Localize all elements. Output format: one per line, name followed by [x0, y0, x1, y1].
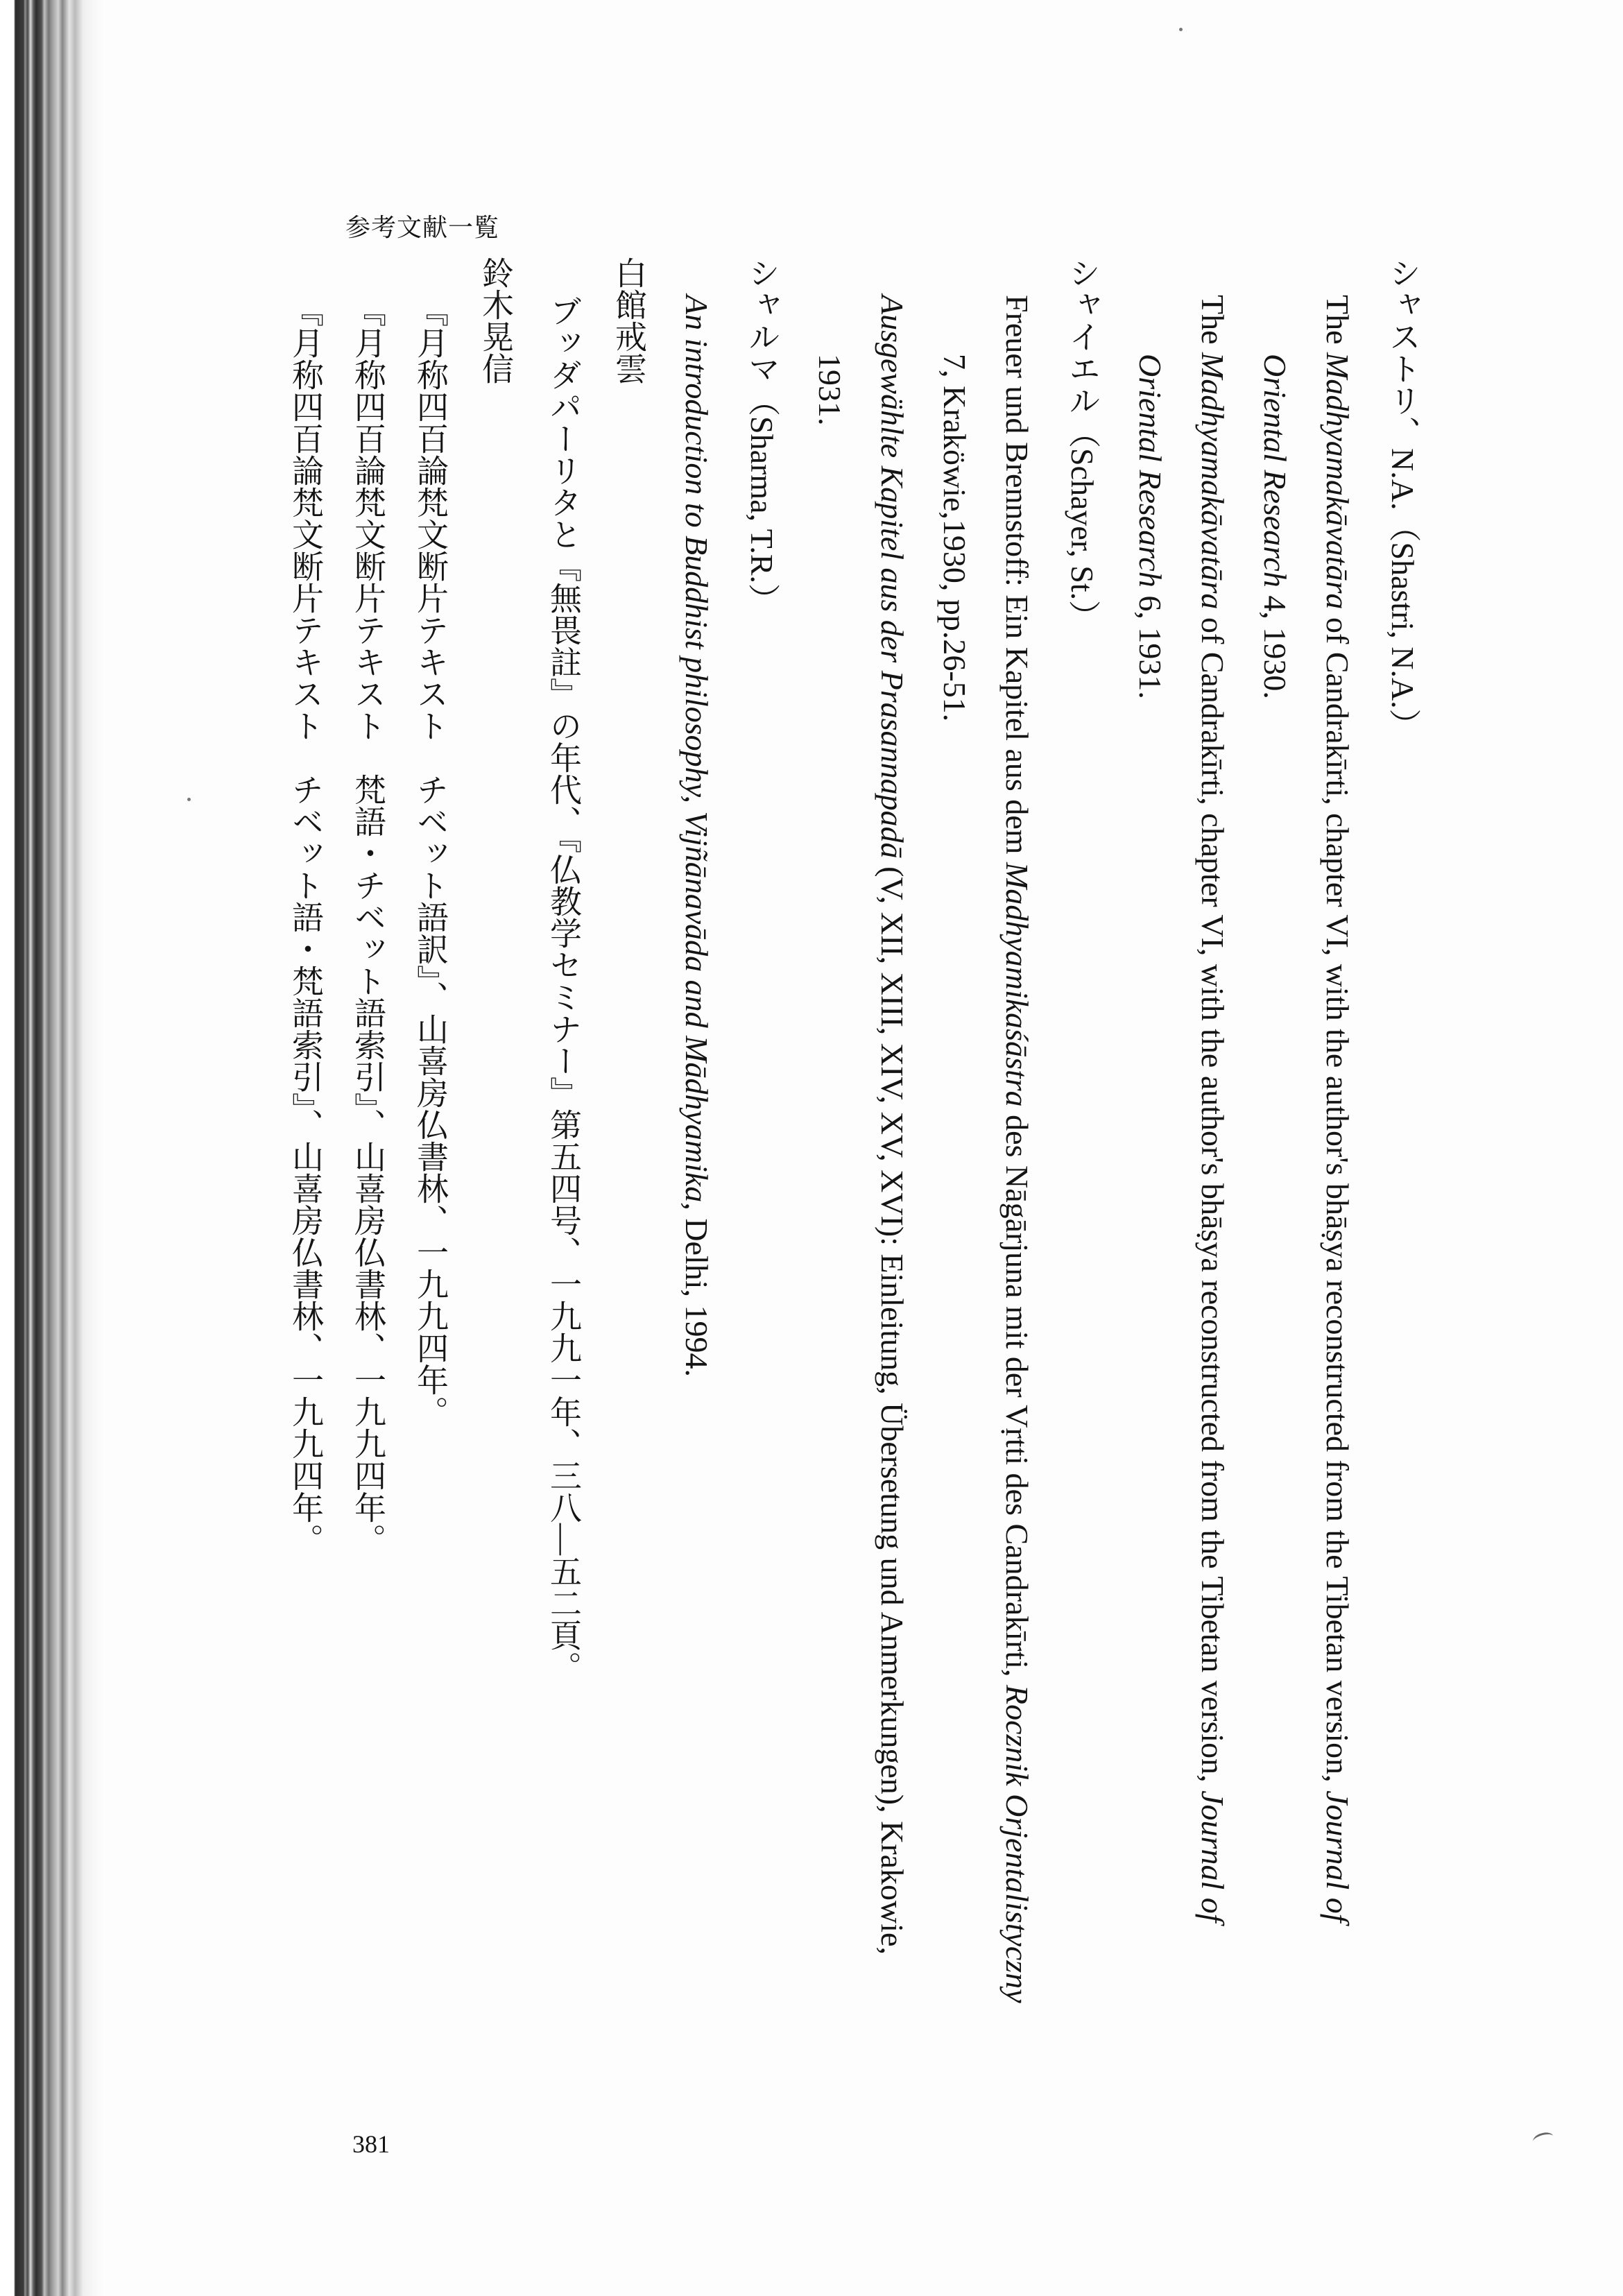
reference-line: An introduction to Buddhist philosophy, Vijñānavāda and Mādhyamika, Delhi, 1994.	[679, 295, 714, 1378]
author-sharma: シャルマ（Sharma, T.R.）	[744, 257, 780, 616]
reference-line: The Madhyamakāvatāra of Candrakīrti, chapter VI, with the author's bhāṣya reconstructed from the Tibetan version, Journal of	[1195, 295, 1230, 1923]
author-shastri: シャストリ、N.A.（Shastri, N.A.）	[1385, 257, 1420, 741]
author-suzuki: 鈴木晃信	[478, 257, 513, 384]
reference-line: Ausgewählte Kapitel aus der Prasannapadā (V, XII, XIII, XIV, XV, XVI): Einleitung, Übersetung und Anmerkungen), Krakowie,	[875, 295, 910, 1955]
page-number: 381	[352, 2130, 390, 2158]
author-schayer: シャイエル（Schayer, St.）	[1065, 257, 1100, 633]
reference-line: 1931.	[812, 354, 848, 426]
reference-line: 7, Kraköwie,1930, pp.26-51.	[937, 354, 972, 722]
reference-line: Freuer und Brennstoff: Ein Kapitel aus dem Madhyamikaśāstra des Nāgārjuna mit der Vṛtti des Candrakīrti, Rocznik Orjentalistyczny	[999, 295, 1035, 2003]
scan-speck	[187, 798, 191, 801]
scan-speck	[1179, 28, 1183, 31]
running-head: 参考文献一覧	[345, 214, 500, 241]
reference-line: 『月称四百論梵文断片テキスト チベット語・梵語索引』、山喜房仏書林、一九九四年。	[288, 295, 323, 1555]
reference-line: Oriental Research 6, 1931.	[1133, 354, 1168, 699]
reference-line: 『月称四百論梵文断片テキスト チベット語訳』、山喜房仏書林、一九九四年。	[413, 295, 448, 1428]
binding-edge	[0, 0, 104, 2296]
author-shirodate: 白館戒雲	[611, 257, 646, 384]
reference-line: Oriental Research 4, 1930.	[1257, 354, 1293, 699]
scan-mark	[1531, 2130, 1554, 2147]
reference-line: 『月称四百論梵文断片テキスト 梵語・チベット語索引』、山喜房仏書林、一九九四年。	[350, 295, 386, 1555]
reference-line: The Madhyamakāvatāra of Candrakīrti, chapter VI, with the author's bhāṣya reconstructed from the Tibetan version, Journal of	[1320, 295, 1355, 1923]
reference-line: ブッダパーリタと『無畏註』の年代、『仏教学セミナー』第五四号、一九九一年、三八―五二頁。	[546, 295, 581, 1683]
bibliography-text	[288, 243, 1420, 2003]
